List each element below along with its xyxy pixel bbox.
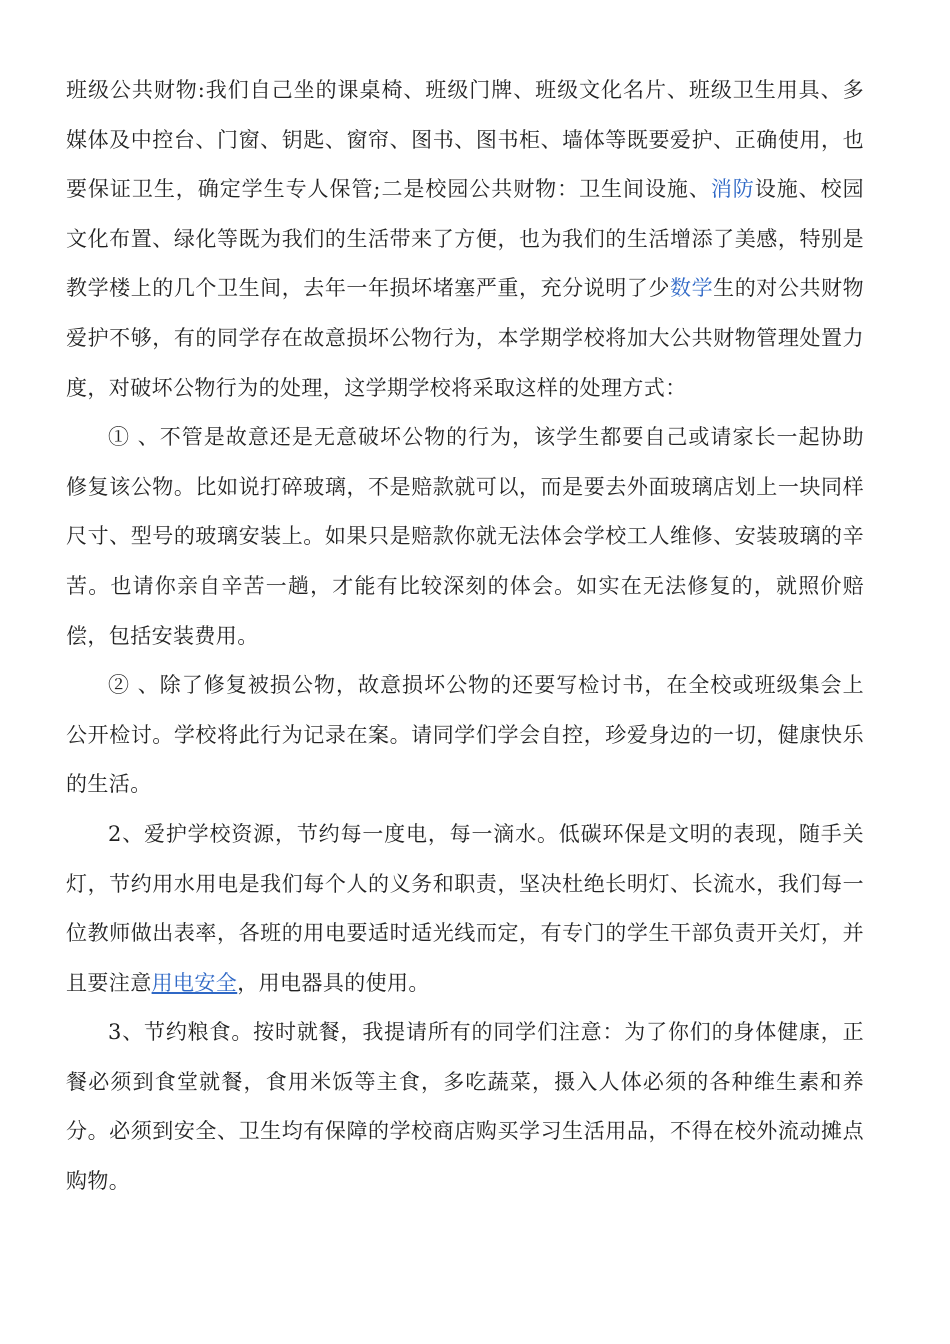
text-segment: ① 、不管是故意还是无意破坏公物的行为，该学生都要自己或请家长一起协助修复该公物。比如说打碎玻璃，不是赔款就可以，而是要去外面玻璃店划上一块同样尺寸、型号的玻璃安装上。如果只是赔款你就无法体会学校工人维修、安装玻璃的辛苦。也请你亲自辛苦一趟，才能有比较深刻的体会。如实在无法修复的，就照价赔偿，包括安装费用。 (66, 425, 864, 648)
text-segment: 2、爱护学校资源，节约每一度电，每一滴水。低碳环保是文明的表现，随手关灯，节约用水用电是我们每个人的义务和职责，坚决杜绝长明灯、长流水，我们每一位教师做出表率，各班的用电要适时适光线而定，有专门的学生干部负责开关灯，并且要注意 (66, 821, 864, 995)
link-mathematics[interactable]: 数学 (670, 276, 714, 301)
paragraph-save-resources (66, 810, 864, 1008)
text-segment: 设施、校园文化布置、绿化等既为我们的生活带来了方便，也为我们的生活增添了美感，特别是教学楼上的几个卫生间，去年一年损坏堵塞严重，充分说明了少 (66, 177, 864, 301)
paragraph-rule-1-repair (66, 413, 864, 661)
text-segment: 班级公共财物:我们自己坐的课桌椅、班级门牌、班级文化名片、班级卫生用具、多媒体及中控台、门窗、钥匙、窗帘、图书、图书柜、墙体等既要爱护、正确使用，也要保证卫生，确定学生专人保管;二是校园公共财物：卫生间设施、 (66, 78, 864, 202)
link-electrical-safety[interactable]: 用电安全 (151, 970, 238, 995)
link-fire-protection[interactable]: 消防 (710, 177, 755, 202)
paragraph-public-property (66, 66, 864, 413)
text-segment: ② 、除了修复被损公物，故意损坏公物的还要写检讨书，在全校或班级集会上公开检讨。学校将此行为记录在案。请同学们学会自控，珍爱身边的一切，健康快乐的生活。 (66, 673, 864, 797)
text-segment: 生的对公共财物爱护不够，有的同学存在故意损坏公物行为，本学期学校将加大公共财物管理处置力度，对破坏公物行为的处理，这学期学校将采取这样的处理方式： (66, 276, 864, 400)
paragraph-rule-2-self-criticism (66, 661, 864, 810)
paragraph-save-food (66, 1008, 864, 1206)
text-segment: 3、节约粮食。按时就餐，我提请所有的同学们注意：为了你们的身体健康，正餐必须到食堂就餐，食用米饭等主食，多吃蔬菜，摄入人体必须的各种维生素和养分。必须到安全、卫生均有保障的学校商店购买学习生活用品，不得在校外流动摊点购物。 (66, 1020, 864, 1194)
text-segment: ，用电器具的使用。 (237, 970, 430, 995)
